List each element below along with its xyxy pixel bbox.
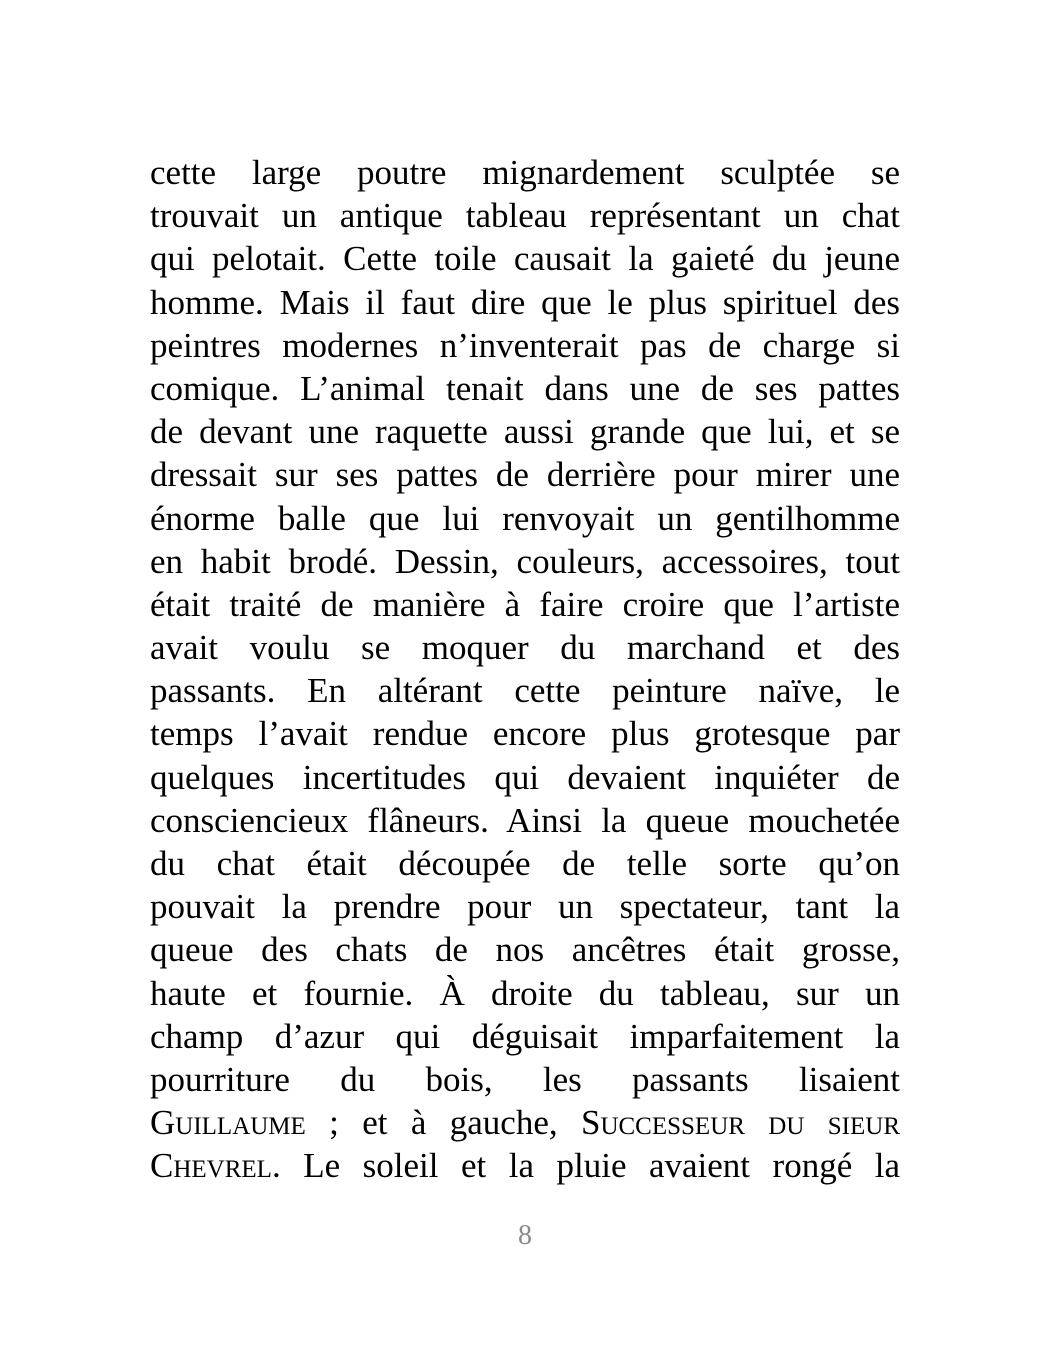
text-line: haute et fournie. À droite du tableau, sur un (150, 973, 900, 1013)
text-line: cette large poutre mignardement sculptée se (150, 153, 900, 192)
text-line: trouvait un antique tableau représentant un chat (150, 196, 900, 236)
text-line: énorme balle que lui renvoyait un gentilhomme (150, 498, 900, 538)
text-line: de devant une raquette aussi grande que lui, et se (150, 412, 900, 452)
text-line: pouvait la prendre pour un spectateur, tant la (150, 887, 900, 927)
name-small-caps: Guillaume (150, 1103, 306, 1143)
text-line: du chat était découpée de telle sorte qu’on (150, 844, 900, 883)
text-segment: ; et à gauche, (305, 1103, 581, 1143)
text-line: homme. Mais il faut dire que le plus spirituel des (150, 282, 900, 322)
text-line: quelques incertitudes qui devaient inquiéter de (150, 757, 900, 797)
text-line: champ d’azur qui déguisait imparfaitement la (150, 1016, 900, 1056)
page-number: 8 (518, 1220, 532, 1251)
text-line: dressait sur ses pattes de derrière pour mirer une (150, 455, 900, 495)
text-line: comique. L’animal tenait dans une de ses pattes (150, 368, 900, 408)
text-line: qui pelotait. Cette toile causait la gaieté du jeune (150, 239, 900, 279)
text-line-mixed (150, 1101, 900, 1144)
text-line: queue des chats de nos ancêtres était grosse, (150, 930, 900, 970)
text-line: avait voulu se moquer du marchand et des (150, 628, 900, 668)
text-segment: . Le soleil et la pluie avaient rongé la (271, 1146, 900, 1186)
text-line: consciencieux flâneurs. Ainsi la queue mouchetée (150, 800, 900, 840)
name-small-caps: Chevrel (150, 1146, 272, 1186)
text-line: peintres modernes n’inventerait pas de charge si (150, 325, 900, 365)
text-line-mixed (150, 1144, 900, 1187)
text-line: temps l’avait rendue encore plus grotesque par (150, 714, 900, 754)
text-line: pourriture du bois, les passants lisaient (150, 1059, 900, 1099)
text-line: passants. En altérant cette peinture naïve, le (150, 671, 900, 711)
text-line: en habit brodé. Dessin, couleurs, accessoires, tout (150, 541, 900, 581)
text-line: était traité de manière à faire croire que l’artiste (150, 584, 900, 624)
body-text (150, 151, 900, 1188)
name-small-caps: Successeur du sieur (580, 1103, 900, 1143)
